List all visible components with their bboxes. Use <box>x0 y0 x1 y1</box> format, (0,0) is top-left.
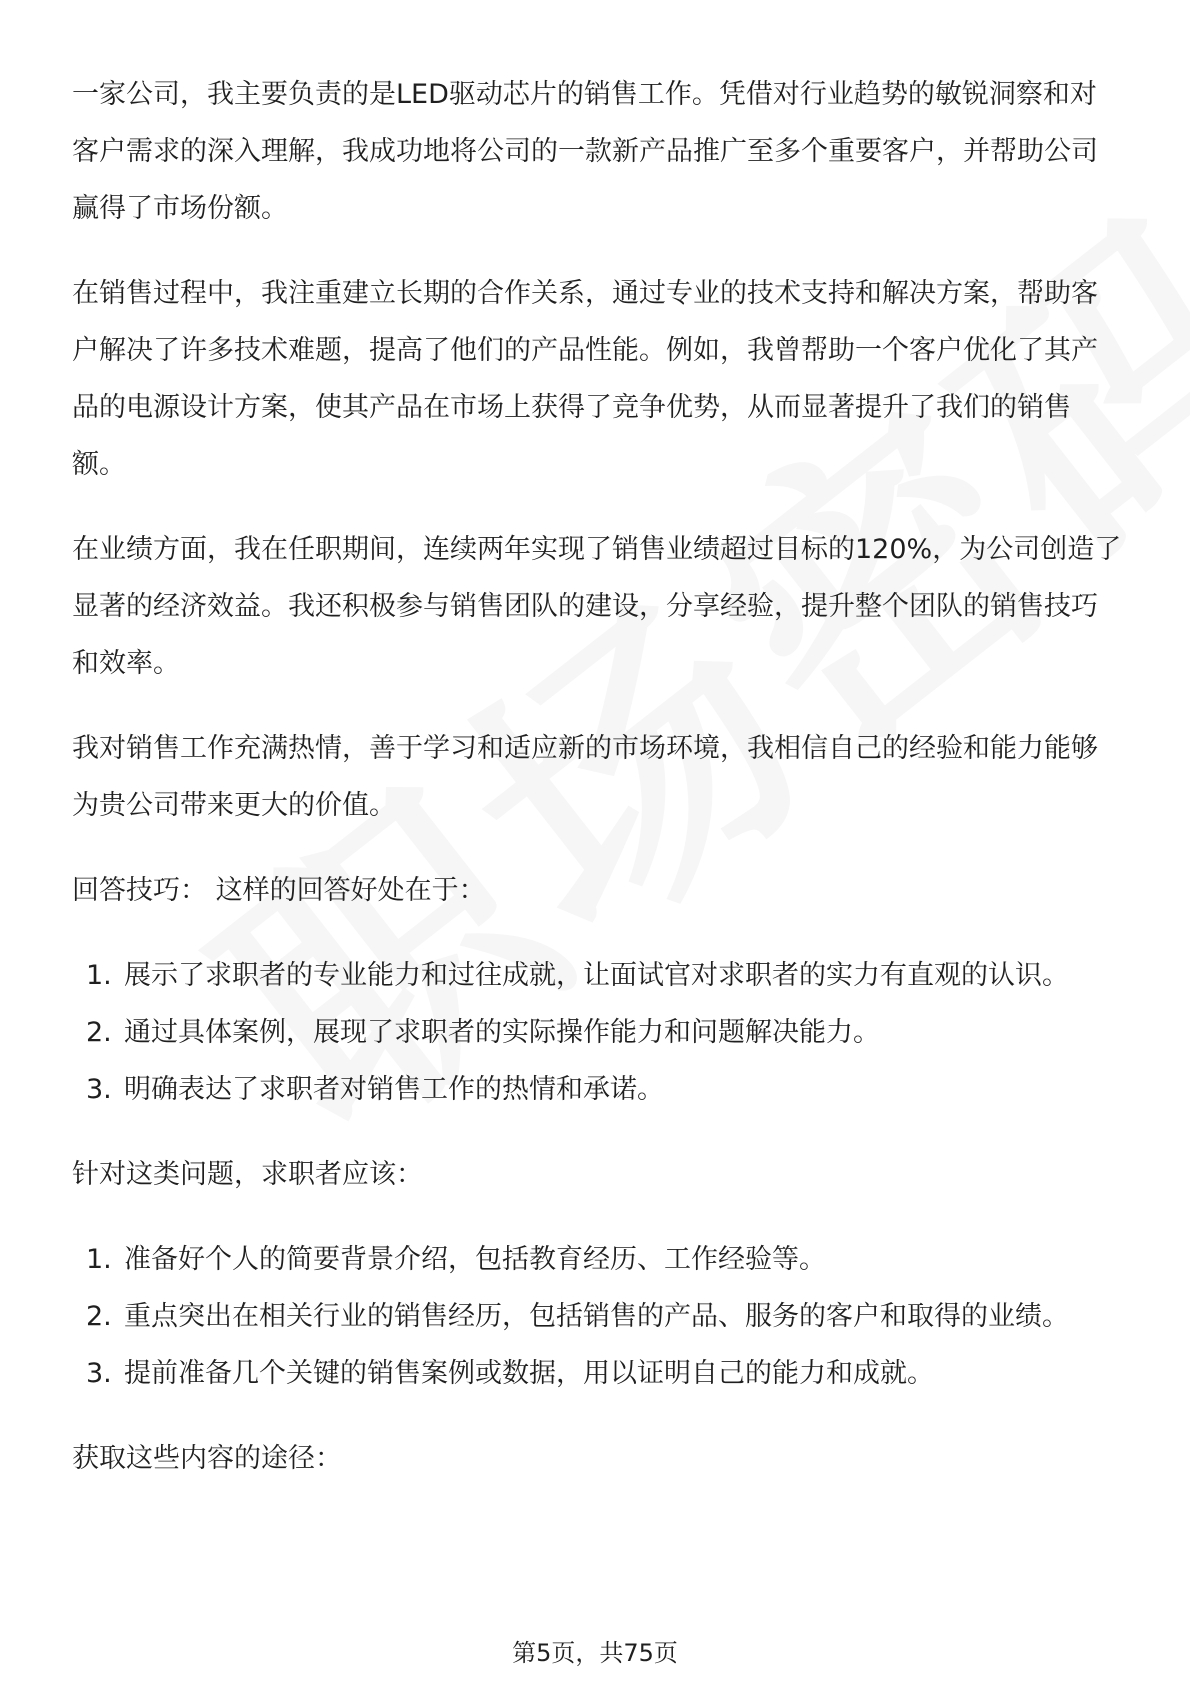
list-text: 明确表达了求职者对销售工作的热情和承诺。 <box>124 1074 664 1105</box>
paragraph-1: 一家公司，我主要负责的是LED驱动芯片的销售工作。凭借对行业趋势的敏锐洞察和对客户需求的深入理解，我成功地将公司的一款新产品推广至多个重要客户，并帮助公司赢得了市场份额。 <box>72 79 1098 224</box>
list-item <box>72 1061 1122 1118</box>
list-item <box>72 947 1122 1004</box>
list-text: 通过具体案例，展现了求职者的实际操作能力和问题解决能力。 <box>124 1017 880 1048</box>
advice-list <box>72 1231 1122 1402</box>
list-number: 1. <box>86 960 112 991</box>
advice-heading: 针对这类问题，求职者应该： <box>72 1159 423 1190</box>
list-text: 展示了求职者的专业能力和过往成就，让面试官对求职者的实力有直观的认识。 <box>124 960 1069 991</box>
list-number: 3. <box>86 1358 112 1389</box>
list-number: 2. <box>86 1301 112 1332</box>
list-item <box>72 1345 1122 1402</box>
list-text: 提前准备几个关键的销售案例或数据，用以证明自己的能力和成就。 <box>124 1358 934 1389</box>
list-text: 重点突出在相关行业的销售经历，包括销售的产品、服务的客户和取得的业绩。 <box>124 1301 1069 1332</box>
paragraph-2: 在销售过程中，我注重建立长期的合作关系，通过专业的技术支持和解决方案，帮助客户解决了许多技术难题，提高了他们的产品性能。例如，我曾帮助一个客户优化了其产品的电源设计方案，使其产品在市场上获得了竞争优势，从而显著提升了我们的销售额。 <box>72 278 1098 480</box>
list-number: 1. <box>86 1244 112 1275</box>
final-heading: 获取这些内容的途径： <box>72 1443 342 1474</box>
paragraph-3: 在业绩方面，我在任职期间，连续两年实现了销售业绩超过目标的120%，为公司创造了显著的经济效益。我还积极参与销售团队的建设，分享经验，提升整个团队的销售技巧和效率。 <box>72 534 1122 679</box>
list-number: 2. <box>86 1017 112 1048</box>
list-item <box>72 1004 1122 1061</box>
page-footer: 第5页，共75页 <box>512 1639 678 1667</box>
list-number: 3. <box>86 1074 112 1105</box>
list-text: 准备好个人的简要背景介绍，包括教育经历、工作经验等。 <box>124 1244 826 1275</box>
list-item <box>72 1288 1122 1345</box>
paragraph-4: 我对销售工作充满热情，善于学习和适应新的市场环境，我相信自己的经验和能力能够为贵公司带来更大的价值。 <box>72 733 1098 821</box>
tips-heading: 回答技巧： 这样的回答好处在于： <box>72 875 486 906</box>
list-item <box>72 1231 1122 1288</box>
tips-list <box>72 947 1122 1118</box>
document-body <box>72 66 1122 1487</box>
